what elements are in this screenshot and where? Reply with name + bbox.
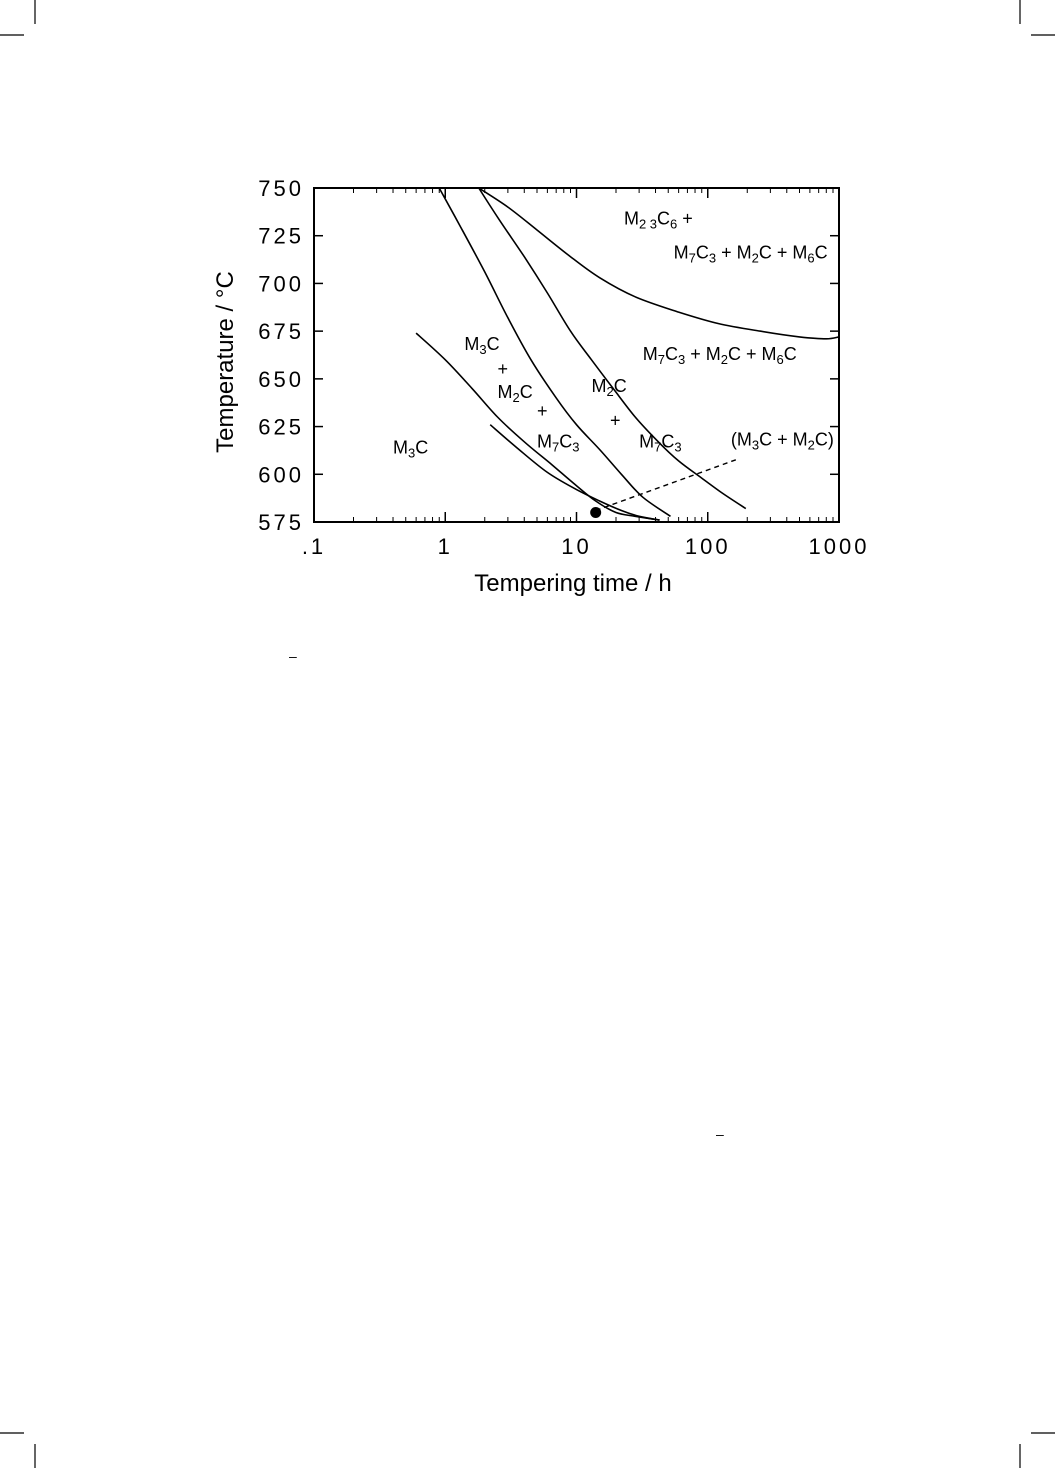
y-tick-label: 575 [258,510,304,535]
label-text: + [677,208,693,229]
region-label [643,344,797,367]
x-tick-label: 1000 [808,534,870,559]
label-text: M [497,381,513,402]
label-text: M [591,376,607,397]
label-text: C [519,381,533,402]
label-subscript: 7 [654,439,662,455]
label-subscript: 6 [776,351,784,367]
label-text: + [610,410,621,431]
y-tick-label: 600 [258,462,304,488]
label-subscript: 3 [479,342,487,358]
label-text: M [642,343,658,364]
y-tick-label: 650 [258,366,304,392]
label-subscript: 7 [657,351,666,367]
x-tick-labels [302,534,870,559]
label-subscript: 2 3 [638,216,658,232]
label-subscript: 7 [688,250,696,266]
x-tick-label: .1 [301,534,327,559]
x-tick-label: 1 [437,534,453,559]
y-tick-label: 700 [258,271,304,297]
label-subscript: 3 [751,437,760,453]
x-tick-label: 100 [684,534,731,559]
label-text: C [657,208,671,229]
label-subscript: 3 [708,250,717,266]
region-label [731,430,834,453]
label-text: C) [814,429,834,450]
y-tick-labels [258,176,304,535]
region-labels [393,208,834,460]
y-tick-label: 675 [258,319,304,345]
label-subscript: 3 [408,445,416,461]
label-subscript: 3 [678,351,686,367]
label-subscript: 3 [674,439,682,455]
label-text: + M [685,343,721,364]
label-text: C [486,334,500,355]
y-tick-label: 725 [258,223,304,249]
label-subscript: 2 [512,389,520,405]
label-text: C [415,437,429,458]
label-text: + [497,359,508,380]
label-text: C [661,431,675,452]
label-text: C [559,431,573,452]
label-subscript: 2 [807,437,815,453]
region-label [591,376,626,399]
label-subscript: 6 [670,216,678,232]
region-label [537,401,548,421]
label-text: C [783,343,797,364]
region-label [464,334,499,357]
label-text: + [536,401,548,422]
label-subscript: 2 [720,351,729,367]
phase-boundary-curve [416,333,662,520]
region-label [624,208,693,231]
label-text: C [695,242,709,263]
label-text: C + M [759,429,808,450]
y-tick-label: 750 [258,176,304,201]
region-label [497,382,532,405]
x-tick-label: 10 [561,534,592,559]
region-label [639,432,681,455]
region-label [497,359,508,379]
label-subscript: 2 [751,250,759,266]
label-subscript: 3 [572,439,580,455]
page-dash-mark: – [716,1126,724,1142]
label-text: M [536,431,552,452]
page-dash-mark: – [289,648,297,664]
label-subscript: 7 [551,439,560,455]
markers [590,507,601,518]
label-text: M [464,334,480,355]
dashed-leader-line [596,459,738,511]
label-subscript: 2 [606,384,614,400]
label-text: M [623,208,639,229]
y-tick-label: 625 [258,414,304,440]
label-text: M [673,242,689,263]
x-axis-title: Tempering time / h [474,570,672,597]
y-axis-title: Temperature / °C [212,271,239,453]
region-label [610,411,621,431]
data-point-marker [590,507,601,518]
label-text: C + M [758,242,808,263]
label-text: C + M [728,343,777,364]
label-text: C [814,242,828,263]
label-subscript: 6 [807,250,815,266]
label-text: + M [716,242,752,263]
label-text: M [393,437,409,458]
label-text: C [613,376,627,397]
label-text: (M [730,429,752,450]
region-label [537,432,579,455]
region-label [393,437,428,460]
label-text: C [665,343,679,364]
region-label [674,243,828,266]
label-text: M [639,431,655,452]
